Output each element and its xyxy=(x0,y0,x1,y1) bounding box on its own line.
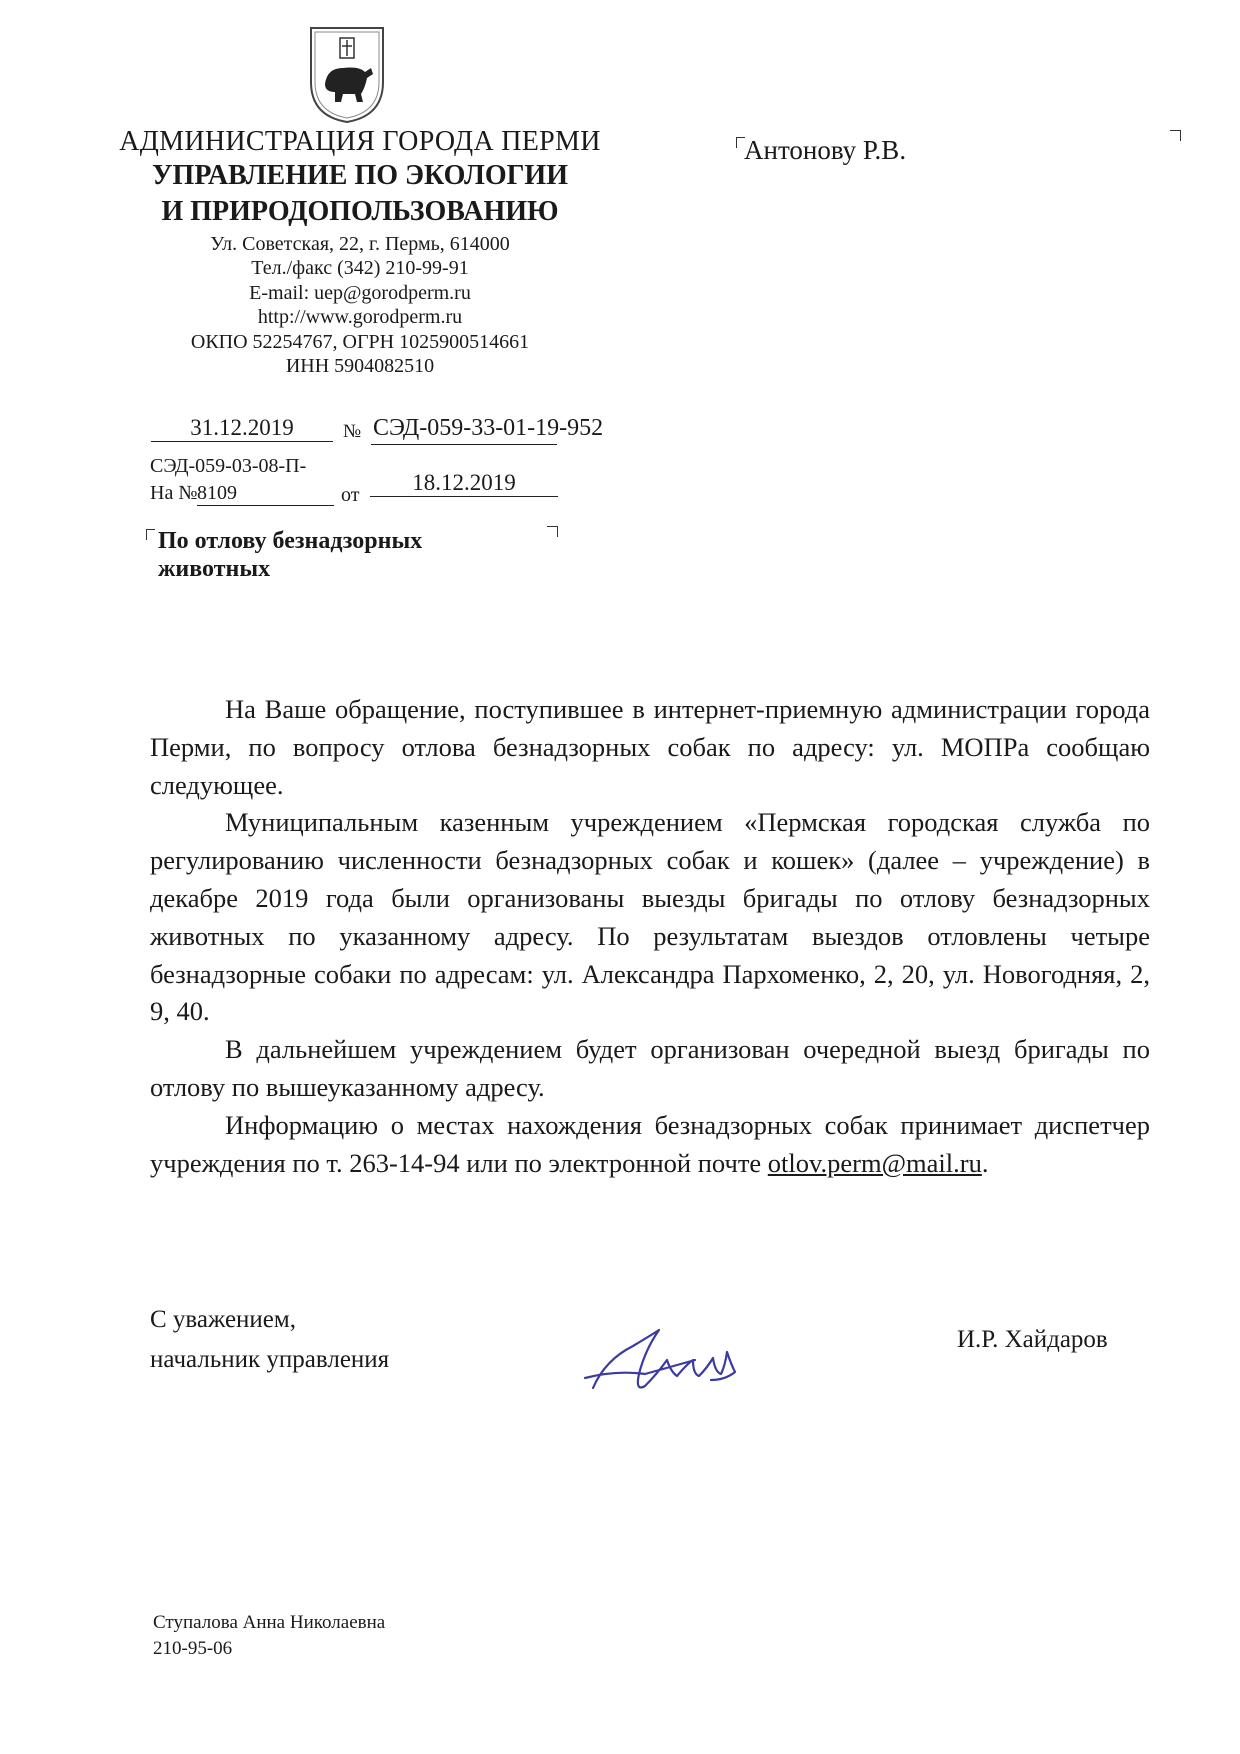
body-paragraph-1: На Ваше обращение, поступившее в интернет-приемную администрации города Перми, по вопросу отлова безнадзорных собак по адресу: ул. МОПРа сообщаю следующее. xyxy=(150,694,1150,800)
addressee: Антонову Р.В. xyxy=(744,135,907,165)
body-paragraph-4-end: . xyxy=(981,1147,989,1178)
registration-number-underline xyxy=(371,444,557,445)
subject-line2: животных xyxy=(158,556,271,582)
executor-phone: 210-95-06 xyxy=(153,1638,233,1659)
closing-position: начальник управления xyxy=(150,1346,390,1373)
contact-website: http://www.gorodperm.ru xyxy=(257,306,463,328)
subject-corner-mark-right xyxy=(547,526,558,537)
handwritten-signature xyxy=(575,1300,755,1410)
subject-line1: По отлову безнадзорных xyxy=(158,528,423,554)
org-name-line3: И ПРИРОДОПОЛЬЗОВАНИЮ xyxy=(161,196,559,227)
dispatcher-email-link[interactable]: otlov.perm@mail.ru xyxy=(767,1147,982,1178)
reference-prefix: На № xyxy=(150,482,198,504)
closing xyxy=(150,1300,389,1380)
contact-address: Ул. Советская, 22, г. Пермь, 614000 xyxy=(210,233,510,255)
contact-phone: Тел./факс (342) 210-99-91 xyxy=(251,257,469,279)
body-paragraph-2: Муниципальным казенным учреждением «Пермская городская служба по регулированию численности безнадзорных собак и кошек» (далее – учреждение) в декабре 2019 года были организованы выезды бригады по отлову безнадзорных животных по указанному адресу. По результатам выездов отловлены четыре безнадзорные собаки по адресам: ул. Александра Пархоменко, 2, 20, ул. Новогодняя, 2, 9, 40. xyxy=(150,807,1150,1027)
registration-date: 31.12.2019 xyxy=(151,415,333,442)
body-paragraph-4-text: Информацию о местах нахождения безнадзорных собак принимает диспетчер учреждения по т. 263-14-94 или по электронной почте xyxy=(150,1109,1150,1178)
addressee-corner-mark-right xyxy=(1170,130,1181,141)
signer-name: И.Р. Хайдаров xyxy=(957,1326,1108,1353)
executor-info xyxy=(153,1610,385,1662)
reference-from-label: от xyxy=(341,484,360,506)
contact-inn: ИНН 5904082510 xyxy=(285,355,435,377)
org-name-line1: АДМИНИСТРАЦИЯ ГОРОДА ПЕРМИ xyxy=(119,126,601,157)
org-name-line2: УПРАВЛЕНИЕ ПО ЭКОЛОГИИ xyxy=(151,160,568,191)
reference-number: СЭД-059-03-08-П- xyxy=(150,455,307,477)
number-sign: № xyxy=(343,421,362,442)
subject xyxy=(158,527,422,583)
reference-date: 18.12.2019 xyxy=(370,470,558,497)
contact-okpo-ogrn: ОКПО 52254767, ОГРН 1025900514661 xyxy=(190,331,530,353)
subject-corner-mark-left xyxy=(146,529,155,540)
closing-regards: С уважением, xyxy=(150,1306,296,1333)
body-paragraph-3: В дальнейшем учреждением будет организован очередной выезд бригады по отлову по вышеуказанному адресу. xyxy=(150,1034,1150,1102)
registration-number: СЭД-059-33-01-19-952 xyxy=(373,415,604,441)
city-emblem xyxy=(307,24,387,124)
executor-name: Ступалова Анна Николаевна xyxy=(153,1612,386,1633)
body-paragraph-4 xyxy=(150,1107,1150,1183)
reference-suffix: 8109 xyxy=(197,482,334,506)
letter-body xyxy=(150,691,1150,1182)
contact-email: E-mail: uep@gorodperm.ru xyxy=(249,282,471,304)
